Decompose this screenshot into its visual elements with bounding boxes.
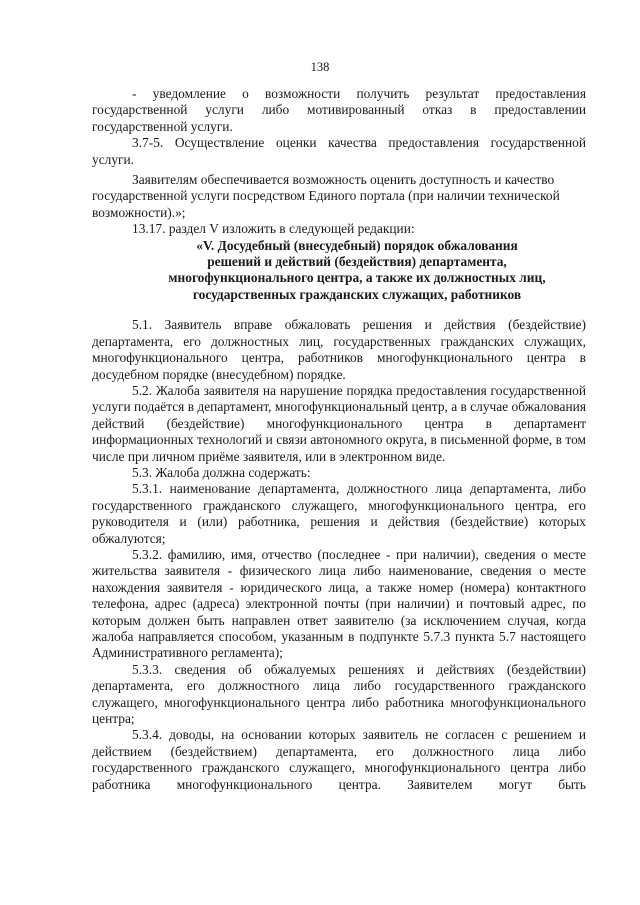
heading-line: многофункционального центра, а также их должностных лиц, <box>168 270 546 286</box>
paragraph: 5.1. Заявитель вправе обжаловать решения и действия (бездействие) департамента, его должностных лиц, государственных гражданских служащих, многофункционального центра, работников многофункционального центра в досудебном порядке (внесудебном) порядке. <box>92 317 586 382</box>
section-heading <box>92 238 586 304</box>
paragraph: 13.17. раздел V изложить в следующей редакции: <box>132 221 415 237</box>
paragraph: - уведомление о возможности получить результат предоставления государственной услуги либо мотивированный отказ в предоставлении государственной услуги. <box>92 86 586 134</box>
paragraph: 5.3.4. доводы, на основании которых заявитель не согласен с решением и действием (бездействием) департамента, его должностного лица либо государственного гражданского служащего, многофункционального центра либо работника многофункционального центра. Заявителем могут быть <box>92 727 586 792</box>
document-body <box>92 86 586 793</box>
heading-line: государственных гражданских служащих, работников <box>192 286 522 302</box>
paragraph: Заявителям обеспечивается возможность оценить доступность и качество государственной услуги посредством Единого портала (при наличии технической возможности).»; <box>92 172 560 220</box>
heading-line: решений и действий (бездействия) департамента, <box>207 254 507 270</box>
heading-line: «V. Досудебный (внесудебный) порядок обжалования <box>196 237 518 253</box>
paragraph: 5.3.3. сведения об обжалуемых решениях и действиях (бездействии) департамента, его должностного лица либо государственного гражданского служащего, многофункционального центра либо работника многофункционального центра; <box>92 661 586 727</box>
paragraph: 5.3.1. наименование департамента, должностного лица департамента, либо государственного гражданского служащего, многофункционального центра, его руководителя и (или) работника, решения и действия (бездействие) которых обжалуются; <box>92 481 586 546</box>
page-number: 138 <box>310 60 330 74</box>
paragraph: 3.7-5. Осуществление оценки качества предоставления государственной услуги. <box>92 135 586 167</box>
paragraph: 5.3. Жалоба должна содержать: <box>132 464 311 480</box>
paragraph: 5.3.2. фамилию, имя, отчество (последнее - при наличии), сведения о месте жительства заявителя - физического лица либо наименование, сведения о месте нахождения заявителя - юридического лица, а также номер (номера) контактного телефона, адрес (адреса) электронной почты (при наличии) и почтовый адрес, по которым должен быть направлен ответ заявителю (за исключением случая, когда жалоба направляется способом, указанным в подпункте 5.7.3 пункта 5.7 настоящего Административного регламента); <box>92 546 586 661</box>
paragraph: 5.2. Жалоба заявителя на нарушение порядка предоставления государственной услуги подаётся в департамент, многофункциональный центр, а в случае обжалования действий (бездействие) многофункционального центра в департамент информационных технологий и связи автономного округа, в письменной форме, в том числе при личном приёме заявителя, или в электронном виде. <box>92 382 586 464</box>
